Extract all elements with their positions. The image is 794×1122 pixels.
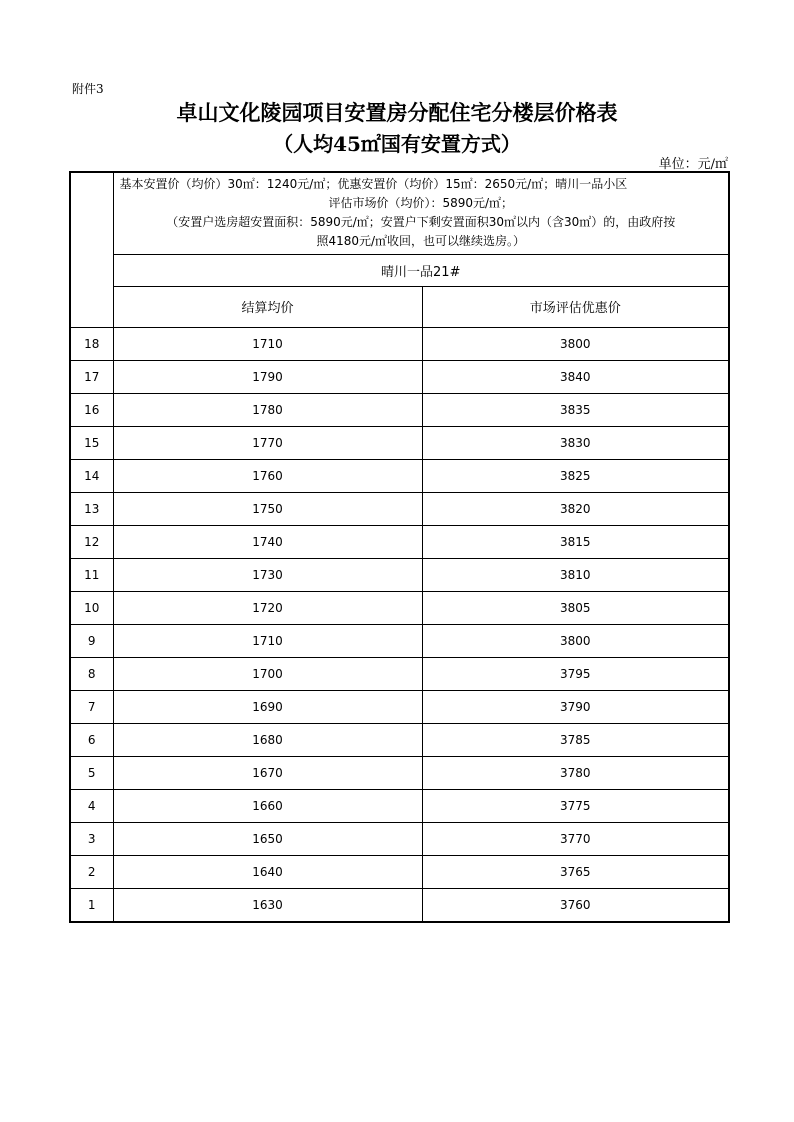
floor-cell: 6 xyxy=(70,723,113,756)
column-header-market: 市场评估优惠价 xyxy=(422,286,729,327)
note-line-4: 照4180元/㎡收回，也可以继续选房。） xyxy=(316,234,526,249)
market-price-cell: 3825 xyxy=(422,459,729,492)
market-price-cell: 3815 xyxy=(422,525,729,558)
table-row xyxy=(70,624,729,657)
table-row xyxy=(70,426,729,459)
table-row xyxy=(70,327,729,360)
table-row xyxy=(70,459,729,492)
column-header-settlement: 结算均价 xyxy=(113,286,422,327)
floor-cell: 15 xyxy=(70,426,113,459)
market-price-cell: 3835 xyxy=(422,393,729,426)
settlement-price-cell: 1710 xyxy=(113,327,422,360)
settlement-price-cell: 1720 xyxy=(113,591,422,624)
floor-cell: 16 xyxy=(70,393,113,426)
note-line-3: （安置户选房超安置面积：5890元/㎡；安置户下剩安置面积30㎡以内（含30㎡）的，由政府按 xyxy=(166,215,676,230)
settlement-price-cell: 1640 xyxy=(113,855,422,888)
market-price-cell: 3780 xyxy=(422,756,729,789)
page-title: 卓山文化陵园项目安置房分配住宅分楼层价格表 xyxy=(176,100,618,125)
price-table xyxy=(69,171,730,923)
page-subtitle: （人均45㎡国有安置方式） xyxy=(273,132,521,156)
market-price-cell: 3795 xyxy=(422,657,729,690)
table-row xyxy=(70,492,729,525)
floor-cell: 9 xyxy=(70,624,113,657)
table-row xyxy=(70,723,729,756)
floor-cell: 10 xyxy=(70,591,113,624)
table-row xyxy=(70,591,729,624)
floor-cell: 2 xyxy=(70,855,113,888)
table-row xyxy=(70,855,729,888)
note-line-2: 评估市场价（均价）：5890元/㎡； xyxy=(328,196,514,211)
settlement-price-cell: 1760 xyxy=(113,459,422,492)
unit-label: 单位：元/㎡ xyxy=(658,157,728,172)
market-price-cell: 3820 xyxy=(422,492,729,525)
settlement-price-cell: 1780 xyxy=(113,393,422,426)
market-price-cell: 3765 xyxy=(422,855,729,888)
settlement-price-cell: 1680 xyxy=(113,723,422,756)
floor-cell: 18 xyxy=(70,327,113,360)
market-price-cell: 3805 xyxy=(422,591,729,624)
settlement-price-cell: 1650 xyxy=(113,822,422,855)
market-price-cell: 3810 xyxy=(422,558,729,591)
building-name: 晴川一品21# xyxy=(113,254,729,286)
floor-cell: 8 xyxy=(70,657,113,690)
market-price-cell: 3790 xyxy=(422,690,729,723)
settlement-price-cell: 1660 xyxy=(113,789,422,822)
attachment-label: 附件3 xyxy=(72,82,104,96)
market-price-cell: 3800 xyxy=(422,624,729,657)
market-price-cell: 3840 xyxy=(422,360,729,393)
settlement-price-cell: 1770 xyxy=(113,426,422,459)
table-row xyxy=(70,690,729,723)
settlement-price-cell: 1710 xyxy=(113,624,422,657)
market-price-cell: 3830 xyxy=(422,426,729,459)
floor-cell: 4 xyxy=(70,789,113,822)
pricing-note xyxy=(113,172,729,254)
settlement-price-cell: 1740 xyxy=(113,525,422,558)
settlement-price-cell: 1700 xyxy=(113,657,422,690)
note-line-1: 基本安置价（均价）30㎡：1240元/㎡；优惠安置价（均价）15㎡：2650元/㎡；晴川一品小区 xyxy=(119,177,628,192)
table-row xyxy=(70,360,729,393)
floor-cell: 1 xyxy=(70,888,113,922)
table-row xyxy=(70,822,729,855)
table-row xyxy=(70,789,729,822)
market-price-cell: 3760 xyxy=(422,888,729,922)
settlement-price-cell: 1670 xyxy=(113,756,422,789)
settlement-price-cell: 1790 xyxy=(113,360,422,393)
floor-cell: 14 xyxy=(70,459,113,492)
settlement-price-cell: 1750 xyxy=(113,492,422,525)
settlement-price-cell: 1690 xyxy=(113,690,422,723)
floor-cell: 7 xyxy=(70,690,113,723)
settlement-price-cell: 1630 xyxy=(113,888,422,922)
table-row xyxy=(70,558,729,591)
market-price-cell: 3770 xyxy=(422,822,729,855)
floor-cell: 11 xyxy=(70,558,113,591)
table-row xyxy=(70,525,729,558)
floor-header-cell xyxy=(70,172,113,327)
table-row xyxy=(70,657,729,690)
floor-cell: 12 xyxy=(70,525,113,558)
table-row xyxy=(70,393,729,426)
floor-cell: 3 xyxy=(70,822,113,855)
table-row xyxy=(70,888,729,922)
market-price-cell: 3800 xyxy=(422,327,729,360)
table-row xyxy=(70,756,729,789)
floor-cell: 13 xyxy=(70,492,113,525)
market-price-cell: 3785 xyxy=(422,723,729,756)
settlement-price-cell: 1730 xyxy=(113,558,422,591)
market-price-cell: 3775 xyxy=(422,789,729,822)
floor-cell: 5 xyxy=(70,756,113,789)
floor-cell: 17 xyxy=(70,360,113,393)
